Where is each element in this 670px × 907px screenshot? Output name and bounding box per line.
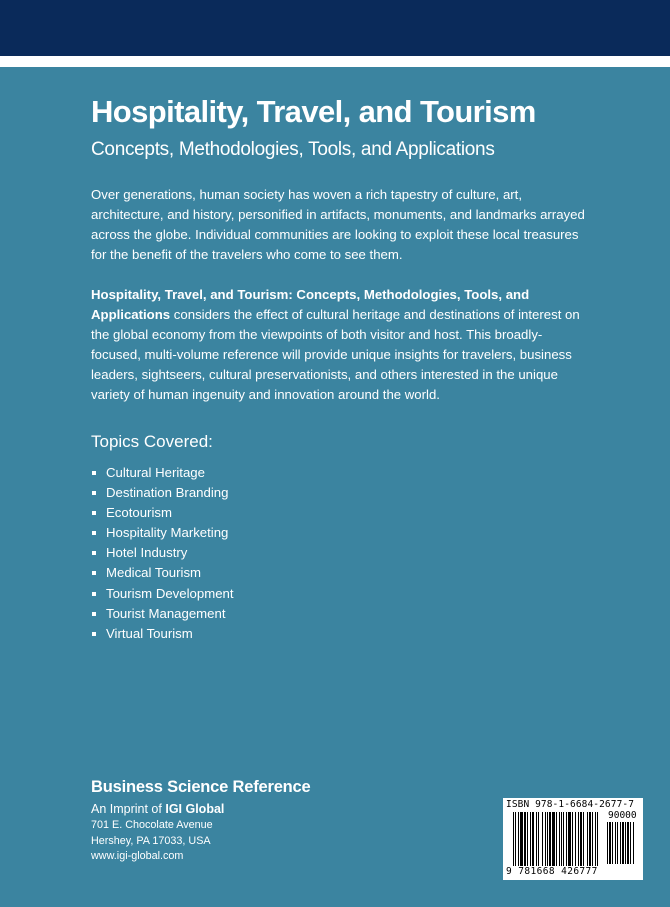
topic-label: Destination Branding	[106, 485, 229, 501]
topic-list	[91, 463, 591, 644]
barcode-bar	[545, 812, 546, 866]
barcode-bar	[595, 812, 596, 866]
topic-item	[91, 624, 591, 644]
topic-item	[91, 604, 591, 624]
bullet-icon	[92, 612, 96, 616]
barcode-bar	[566, 812, 567, 866]
book-subtitle: Concepts, Methodologies, Tools, and Applications	[91, 139, 495, 160]
description-paragraph-1: Over generations, human society has woven a rich tapestry of culture, art, architecture, and history, personified in artifacts, monuments, and landmarks arrayed across the globe. Individual communities are looking to exploit these local treasures for the benefit of the travelers who come to see them.	[91, 187, 585, 262]
barcode-bar	[575, 812, 576, 866]
barcode-bar	[542, 812, 543, 866]
ean-digits: 9 781668 426777	[506, 866, 598, 877]
barcode-bar	[633, 822, 634, 864]
topic-item	[91, 463, 591, 483]
barcode-bar	[612, 822, 613, 864]
barcode-bar	[563, 812, 564, 866]
barcode-bar	[552, 812, 555, 866]
publisher-block	[91, 776, 391, 865]
barcode-bar	[547, 812, 548, 866]
description-paragraph-2	[91, 285, 591, 405]
book-title: Hospitality, Travel, and Tourism	[91, 94, 536, 129]
topic-label: Cultural Heritage	[106, 465, 205, 480]
isbn-barcode	[503, 798, 643, 880]
topic-label: Medical Tourism	[106, 565, 202, 581]
barcode-bar	[532, 812, 534, 866]
white-stripe	[0, 56, 670, 67]
topic-label: Ecotourism	[106, 505, 172, 521]
barcode-bar	[617, 822, 618, 864]
barcode-bar	[580, 812, 582, 866]
description-paragraph-2-text: considers the effect of cultural heritage and destinations of interest on the global economy from the viewpoints of both visitor and host. This broadly-focused, multi-volume reference will provide unique insights for travelers, business leaders, sightseers, cultural preservationists, and others interested in the unique variety of human ingenuity and innovation around the world.	[91, 307, 580, 402]
barcode-bar	[589, 812, 591, 866]
topic-label: Tourism Development	[106, 585, 234, 601]
barcode-bar	[568, 812, 571, 866]
barcode-bar	[549, 812, 551, 866]
address-line-2: Hershey, PA 17033, USA	[91, 834, 211, 847]
barcode-bar	[556, 812, 557, 866]
topic-item	[91, 483, 591, 503]
topic-item	[91, 503, 591, 523]
barcode-bar	[578, 812, 579, 866]
address-line-1: 701 E. Chocolate Avenue	[91, 819, 213, 831]
description-bold-title: Hospitality, Travel, and Tourism: Concepts, Methodologies, Tools, and Applications	[91, 287, 530, 322]
topic-item	[91, 523, 591, 543]
topic-item	[91, 584, 591, 604]
barcode-bar	[536, 812, 537, 866]
barcode-bar	[609, 822, 611, 864]
barcode-bar	[615, 822, 616, 864]
top-color-band	[0, 0, 670, 56]
bullet-icon	[92, 531, 96, 535]
barcode-bar	[587, 812, 588, 866]
barcode-bar	[627, 822, 629, 864]
barcode-bar	[559, 812, 560, 866]
bullet-icon	[92, 571, 96, 575]
barcode-bar	[527, 812, 528, 866]
barcode-bar	[572, 812, 573, 866]
price-code: 90000	[608, 810, 637, 821]
barcode-bar	[524, 812, 526, 866]
topic-label: Virtual Tourism	[106, 625, 193, 641]
back-cover-content	[91, 92, 591, 644]
barcode-bar	[630, 822, 631, 864]
barcode-bar	[597, 812, 598, 866]
topics-heading: Topics Covered:	[91, 432, 213, 451]
barcode-bar	[530, 812, 531, 866]
topic-label: Tourist Management	[106, 605, 226, 621]
barcode-bar	[515, 812, 516, 866]
bullet-icon	[92, 551, 96, 555]
topic-label: Hospitality Marketing	[106, 525, 229, 541]
ean-barcode-bars	[513, 812, 601, 868]
topic-item	[91, 563, 591, 583]
bullet-icon	[92, 511, 96, 515]
bullet-icon	[92, 592, 96, 596]
website-link[interactable]: www.igi-global.com	[91, 850, 184, 862]
imprint-name: IGI Global	[165, 802, 225, 816]
barcode-bar	[520, 812, 523, 866]
bullet-icon	[92, 632, 96, 636]
isbn-text: ISBN 978-1-6684-2677-7	[506, 799, 635, 810]
bullet-icon	[92, 471, 96, 475]
barcode-bar	[625, 822, 626, 864]
addon-barcode-bars	[607, 822, 641, 866]
topic-label: Hotel Industry	[106, 545, 188, 561]
barcode-bar	[538, 812, 539, 866]
imprint-line	[91, 801, 391, 818]
topic-item	[91, 543, 591, 563]
barcode-bar	[622, 822, 624, 864]
barcode-bar	[620, 822, 621, 864]
barcode-bar	[518, 812, 519, 866]
barcode-bar	[513, 812, 514, 866]
publisher-name: Business Science Reference	[91, 778, 311, 796]
barcode-bar	[607, 822, 608, 864]
barcode-bar	[561, 812, 562, 866]
barcode-bar	[583, 812, 584, 866]
imprint-prefix: An Imprint of	[91, 802, 166, 816]
barcode-bar	[592, 812, 593, 866]
bullet-icon	[92, 491, 96, 495]
